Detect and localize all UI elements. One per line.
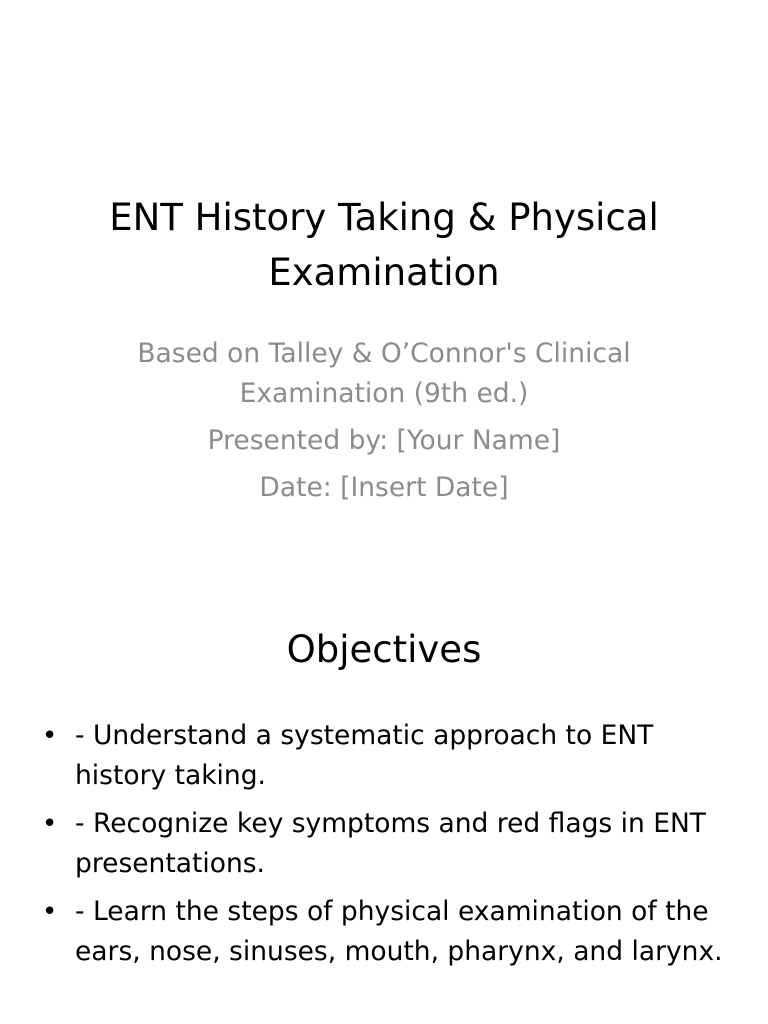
subtitle-block bbox=[80, 334, 688, 515]
subtitle-source: Based on Talley & O’Connor's Clinical Examination (9th ed.) bbox=[137, 338, 631, 409]
list-item bbox=[40, 716, 730, 796]
bullet-text: - Recognize key symptoms and red flags in ENT presentations. bbox=[75, 808, 706, 879]
subtitle-date: Date: [Insert Date] bbox=[259, 472, 509, 503]
bullet-icon: • bbox=[42, 897, 58, 927]
objectives-heading: Objectives bbox=[286, 628, 482, 671]
list-item bbox=[40, 892, 730, 972]
subtitle-presenter: Presented by: [Your Name] bbox=[207, 425, 561, 456]
bullet-text: - Understand a systematic approach to ENT history taking. bbox=[75, 720, 654, 791]
objectives-list bbox=[40, 716, 730, 980]
bullet-text: - Learn the steps of physical examination of the ears, nose, sinuses, mouth, pharynx, and larynx. bbox=[75, 896, 723, 967]
list-item bbox=[40, 804, 730, 884]
bullet-icon: • bbox=[42, 721, 58, 751]
slide-title: ENT History Taking & Physical Examination bbox=[109, 196, 659, 294]
bullet-icon: • bbox=[42, 809, 58, 839]
